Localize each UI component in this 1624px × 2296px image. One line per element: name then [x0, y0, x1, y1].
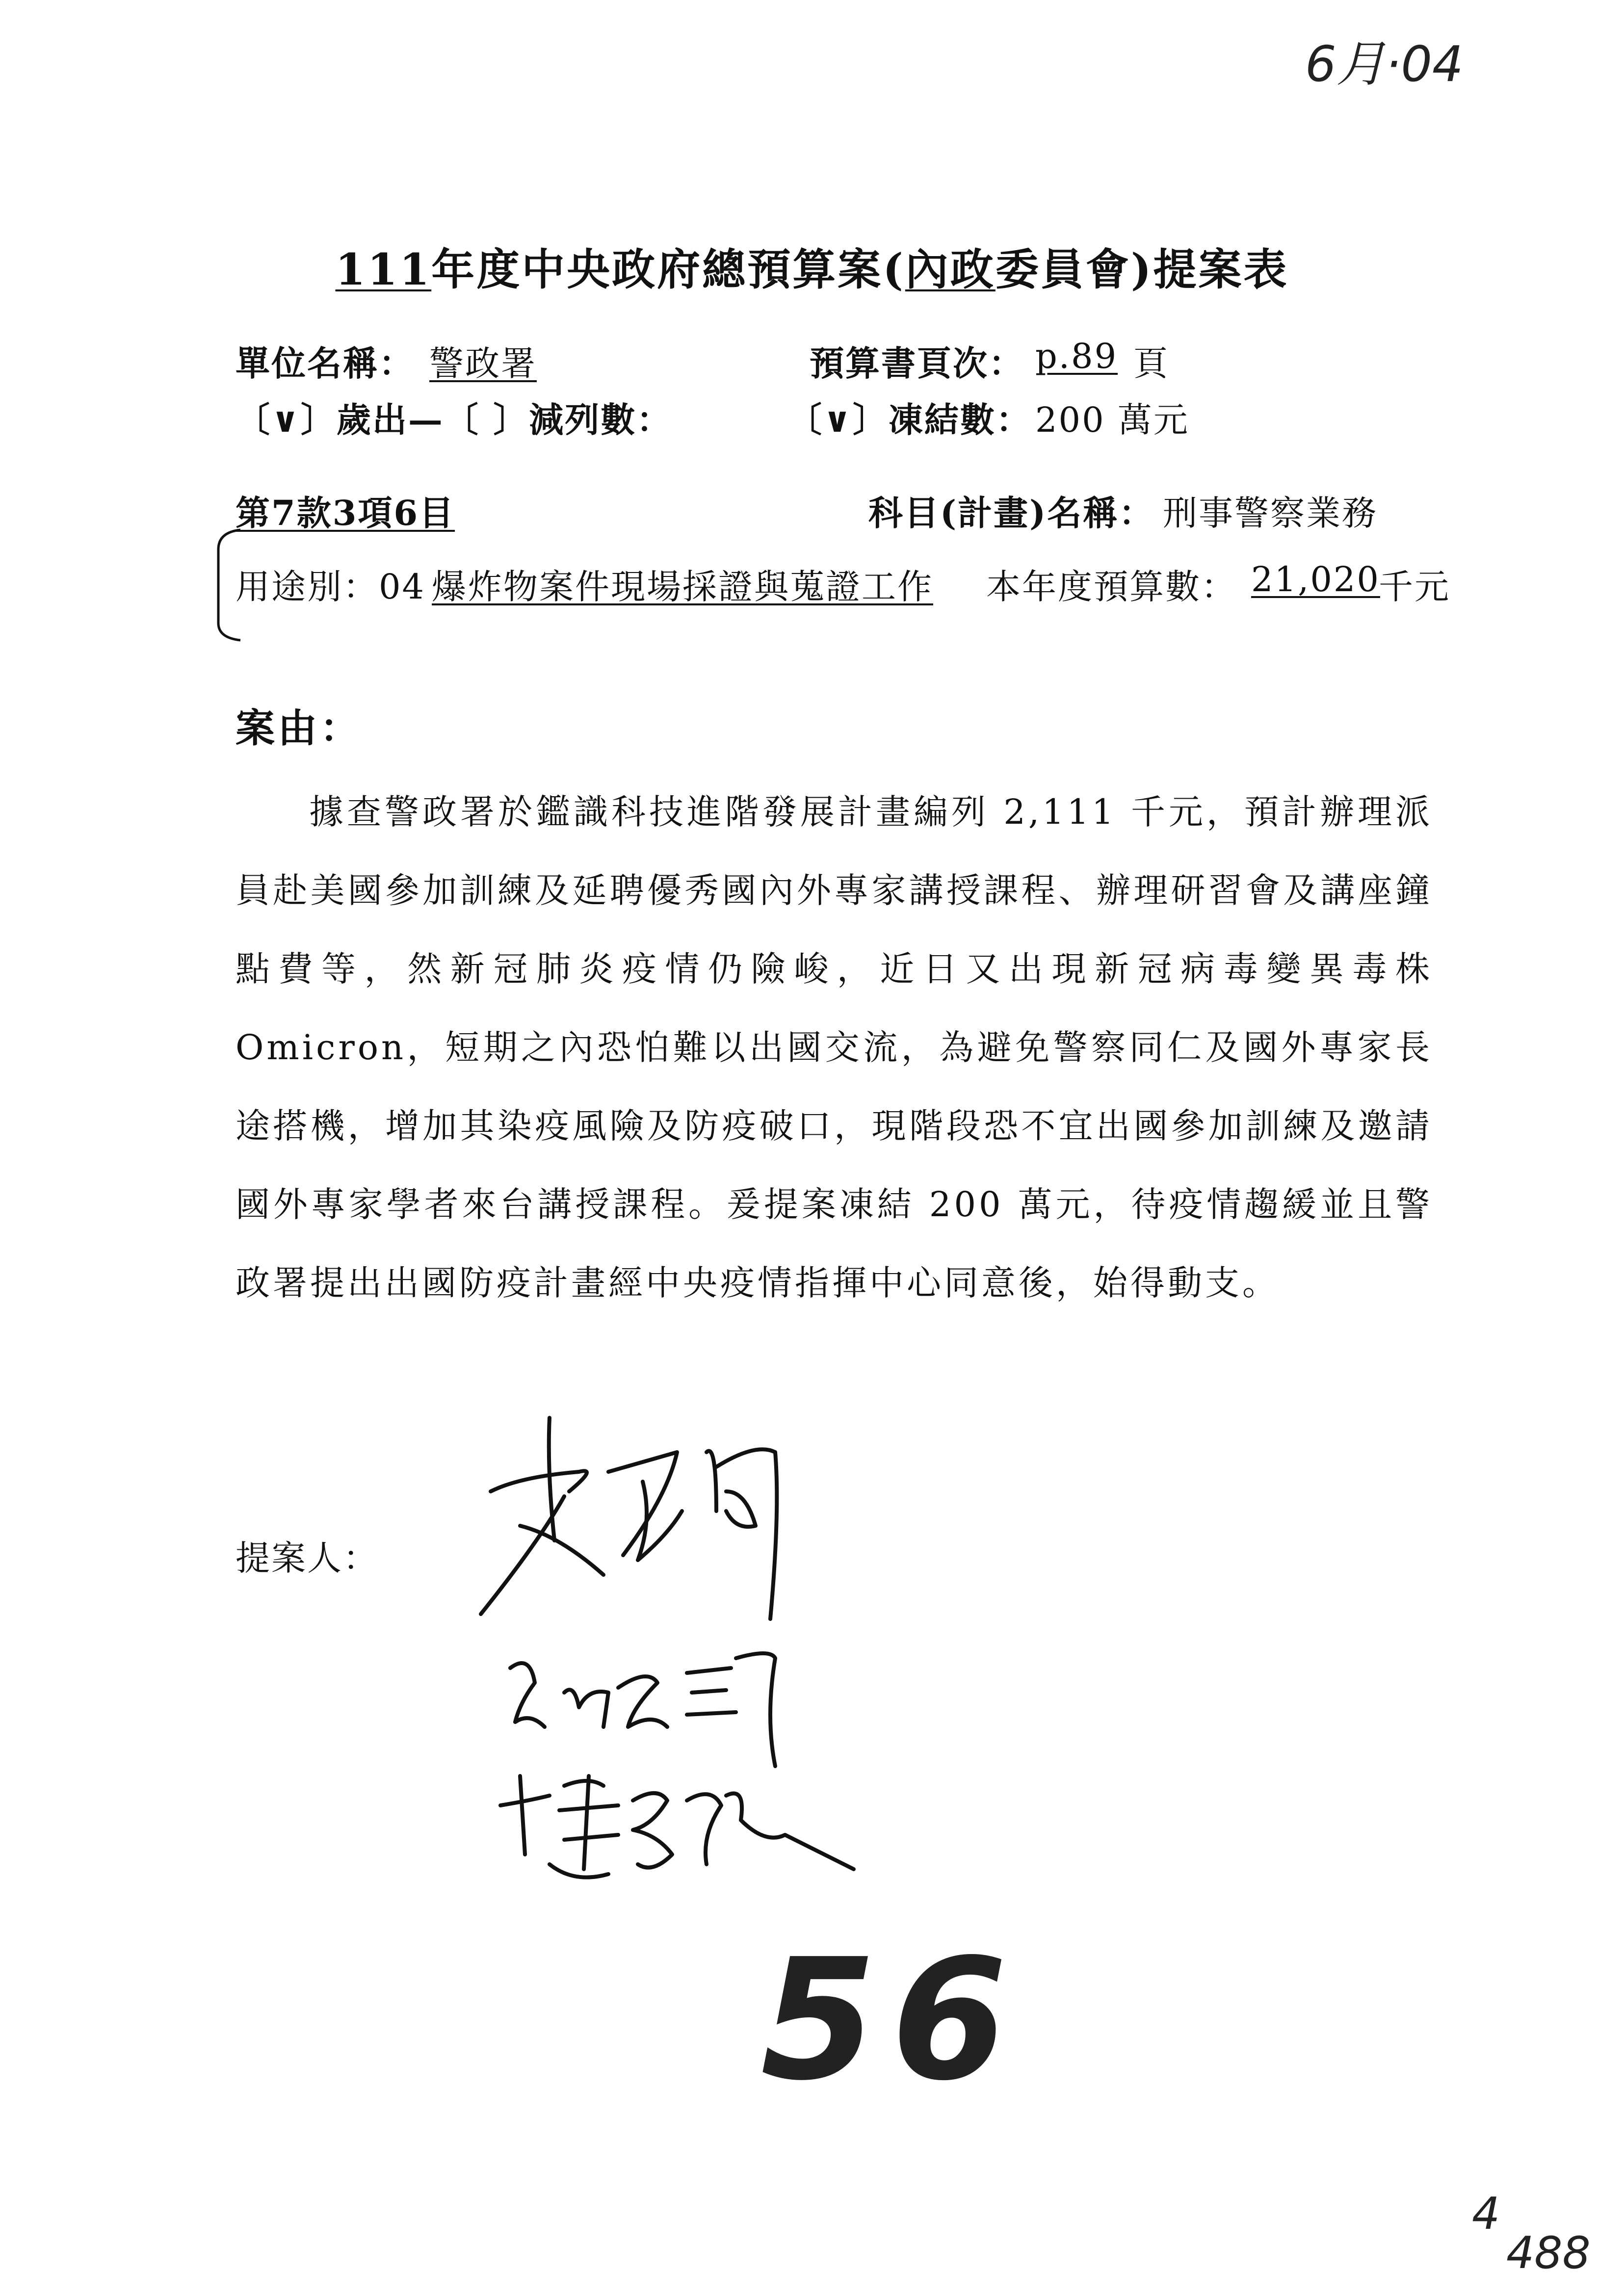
expenditure-mark: 〔∨〕歲出—〔 〕減列數：	[236, 399, 673, 440]
purpose-label: 用途別：04	[236, 567, 426, 607]
budget-unit: 千元	[1379, 567, 1450, 607]
item-code: 第7款3項6目	[236, 493, 455, 533]
page-number-bottom: 488	[1506, 2227, 1591, 2279]
subject-label: 科目(計畫)名稱：	[868, 493, 1155, 533]
reason-label: 案由：	[236, 705, 362, 751]
reason-paragraph: 據查警政署於鑑識科技進階發展計畫編列 2,111 千元，預計辦理派員赴美國參加訓練及延聘優秀國內外專家講授課程、辦理研習會及講座鐘點費等，然新冠肺炎疫情仍險峻，近日又出現新冠病毒變異毒株Omicron，短期之內恐怕難以出國交流，為避免警察同仁及國外專家長途搭機，增加其染疫風險及防疫破口，現階段恐不宜出國參加訓練及邀請國外專家學者來台講授課程。爰提案凍結 200 萬元，待疫情趨緩並且警政署提出出國防疫計畫經中央疫情指揮中心同意後，始得動支。	[236, 792, 1433, 1303]
budget-label: 本年度預算數：	[986, 567, 1237, 607]
freeze-label: 〔∨〕凍結數：	[787, 399, 1032, 440]
page-value: p.89	[1035, 336, 1118, 376]
title-year: 111	[335, 244, 432, 295]
title-committee: 內政	[905, 244, 995, 295]
handwritten-number: 56	[760, 1923, 1022, 2117]
unit-value: 警政署	[429, 343, 537, 384]
freeze-value: 200 萬元	[1035, 400, 1189, 440]
subject-value: 刑事警察業務	[1163, 493, 1378, 533]
signature-2	[500, 1629, 814, 1776]
page-number-top: 4	[1472, 2188, 1500, 2240]
page-title	[0, 235, 1624, 297]
signature-3	[491, 1756, 864, 1918]
purpose-value: 爆炸物案件現場採證與蒐證工作	[432, 567, 933, 607]
corner-note: 6月·04	[1305, 35, 1464, 93]
budget-value: 21,020	[1251, 559, 1380, 600]
title-text-b: 委員會)提案表	[995, 244, 1289, 295]
proposer-label: 提案人：	[236, 1538, 379, 1578]
title-text-a: 年度中央政府總預算案(	[431, 244, 905, 295]
page-suffix: 頁	[1133, 343, 1169, 384]
page-label: 預算書頁次：	[810, 343, 1024, 384]
unit-label: 單位名稱：	[236, 343, 415, 384]
